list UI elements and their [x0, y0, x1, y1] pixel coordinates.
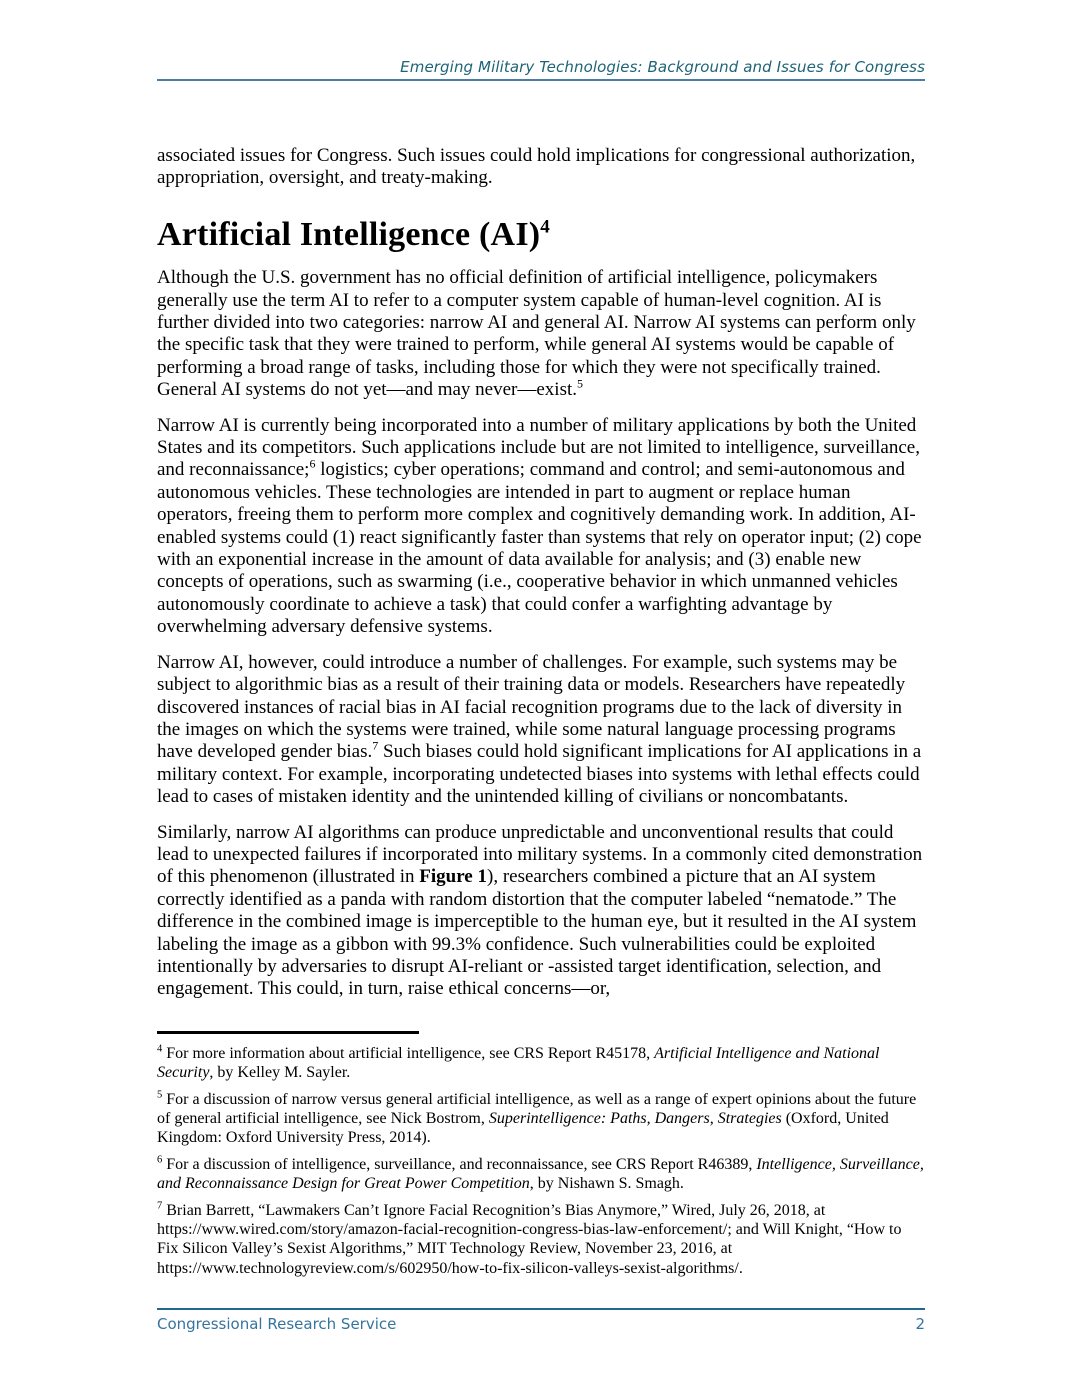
footer-service-name: Congressional Research Service — [157, 1315, 397, 1333]
page-footer — [157, 1308, 925, 1333]
section-heading-footnote-ref: 4 — [540, 216, 550, 238]
section-heading — [157, 216, 925, 253]
intro-paragraph: associated issues for Congress. Such issues could hold implications for congressional authorization, appropriation, oversight, and treaty-making. — [157, 145, 916, 189]
page-content — [157, 145, 925, 1285]
page-header — [157, 58, 925, 81]
body-paragraph: Although the U.S. government has no official definition of artificial intelligence, policymakers generally use the term AI to refer to a computer system capable of human-level cognition. AI is further divided into two categories: narrow AI and general AI. Narrow AI systems can perform only the specific task that they were trained to perform, while general AI systems would be capable of performing a broad range of tasks, including those for which they were not specifically trained. General AI systems do not yet—and may never—exist.$^5$ — [157, 267, 916, 401]
footnote: $^7$ Brian Barrett, “Lawmakers Can’t Ignore Facial Recognition’s Bias Anymore,” Wired, July 26, 2018, at https://www.wired.com/story/amazon-facial-recognition-congress-bias-law-enforcement/; and Will Knight, “How to Fix Silicon Valley’s Sexist Algorithms,” MIT Technology Review, November 23, 2016, at https://www.technologyreview.com/s/602950/how-to-fix-silicon-valleys-sexist-algorithms/. — [157, 1200, 902, 1277]
running-header-title: Emerging Military Technologies: Background and Issues for Congress — [400, 58, 925, 76]
body-paragraph: Narrow AI is currently being incorporated into a number of military applications by both the United States and its competitors. Such applications include but are not limited to intelligence, surveillance, and reconnaissance;$^6$ logistics; cyber operations; command and control; and semi-autonomous and autonomous vehicles. These technologies are intended in part to augment or replace human operators, freeing them to perform more complex and cognitively demanding work. In addition, AI-enabled systems could (1) react significantly faster than systems that rely on operator input; (2) cope with an exponential increase in the amount of data available for analysis; and (3) enable new concepts of operations, such as swarming (i.e., cooperative behavior in which unmanned vehicles autonomously coordinate to achieve a task) that could confer a warfighting advantage by overwhelming adversary defensive systems. — [157, 414, 922, 638]
body-paragraph: Narrow AI, however, could introduce a number of challenges. For example, such systems may be subject to algorithmic bias as a result of their training data or models. Researchers have repeatedly discovered instances of racial bias in AI facial recognition programs due to the lack of diversity in the images on which the systems were trained, while some natural language processing programs have developed gender bias.$^7$ Such biases could hold significant implications for AI applications in a military context. For example, incorporating undetected biases into systems with lethal effects could lead to cases of mistaken identity and the unintended killing of civilians or noncombatants. — [157, 651, 922, 808]
footnote: $^5$ For a discussion of narrow versus general artificial intelligence, as well as a range of expert opinions about the future of general artificial intelligence, see Nick Bostrom, Superintelligence: Paths, Dangers, Strategies (Oxford, United Kingdom: Oxford University Press, 2014). — [157, 1089, 917, 1147]
footnote: $^6$ For a discussion of intelligence, surveillance, and reconnaissance, see CRS Report R46389, Intelligence, Surveillance, and Reconnaissance Design for Great Power Competition, by Nishawn S. Smagh. — [157, 1154, 924, 1193]
footer-page-number: 2 — [915, 1315, 925, 1333]
footnote: $^4$ For more information about artificial intelligence, see CRS Report R45178, Artificial Intelligence and National Security, by Kelley M. Sayler. — [157, 1043, 880, 1082]
footnote-separator — [157, 1031, 419, 1034]
body-paragraph: Similarly, narrow AI algorithms can produce unpredictable and unconventional results that could lead to unexpected failures if incorporated into military systems. In a commonly cited demonstration of this phenomenon (illustrated in Figure 1), researchers combined a picture that an AI system correctly identified as a panda with random distortion that the computer labeled “nematode.” The difference in the combined image is imperceptible to the human eye, but it resulted in the AI system labeling the image as a gibbon with 99.3% confidence. Such vulnerabilities could be exploited intentionally by adversaries to disrupt AI-reliant or -assisted target identification, selection, and engagement. This could, in turn, raise ethical concerns—or, — [157, 821, 923, 1000]
section-heading-text: Artificial Intelligence (AI) — [157, 215, 541, 253]
footnotes-section — [157, 1044, 925, 1278]
